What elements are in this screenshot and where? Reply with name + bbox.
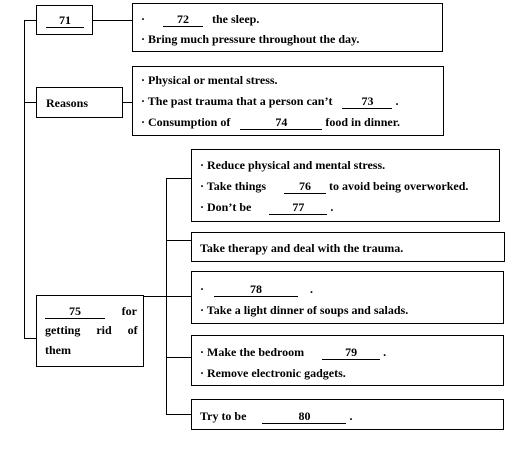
detail-line: · Bring much pressure throughout the day. xyxy=(141,32,360,46)
detail-line: · Reduce physical and mental stress. xyxy=(200,158,386,172)
blank-75: 75 xyxy=(45,305,105,319)
detail-line: · Consumption of 74 food in dinner. xyxy=(141,115,400,129)
right-branch-5 xyxy=(166,414,191,415)
detail-line: · 78 . xyxy=(200,282,314,296)
trunk-line xyxy=(24,20,25,339)
details-box-reasons xyxy=(132,66,444,136)
right-branch-3 xyxy=(166,296,191,297)
detail-line: · 72 the sleep. xyxy=(141,12,260,26)
right-branch-4 xyxy=(166,357,191,358)
blank-78: 78 xyxy=(214,283,298,297)
solution-box-1 xyxy=(191,149,500,222)
branch-line-75 xyxy=(24,338,36,339)
detail-line: · Take things 76 to avoid being overworked. xyxy=(200,179,469,193)
blank-79: 79 xyxy=(322,346,380,360)
detail-line: · Remove electronic gadgets. xyxy=(200,366,346,380)
connector-75-trunk xyxy=(143,296,166,297)
reasons-label: Reasons xyxy=(46,96,89,110)
heading-box-reasons xyxy=(36,87,123,118)
right-branch-1 xyxy=(166,178,191,179)
details-box-71 xyxy=(132,3,443,52)
ways-label-for: for xyxy=(121,304,137,318)
blank-73: 73 xyxy=(342,95,392,109)
solution-box-4 xyxy=(191,335,504,386)
detail-line: · Make the bedroom 79 . xyxy=(200,345,387,359)
solution-box-5 xyxy=(191,399,504,430)
branch-line-reasons xyxy=(24,102,36,103)
blank-74: 74 xyxy=(240,116,322,130)
blank-71: 71 xyxy=(46,14,84,28)
right-branch-2 xyxy=(166,240,191,241)
solution-box-2 xyxy=(191,232,505,262)
detail-line: · Take a light dinner of soups and salads. xyxy=(200,303,409,317)
blank-76: 76 xyxy=(284,180,326,194)
detail-line: · Physical or mental stress. xyxy=(141,73,278,87)
detail-line: · Don’t be 77 . xyxy=(200,200,334,214)
detail-line: Try to be 80 . xyxy=(200,409,353,423)
ways-label-line3: them xyxy=(45,343,71,357)
blank-80: 80 xyxy=(262,410,346,424)
blank-77: 77 xyxy=(269,201,327,215)
detail-line: · The past trauma that a person can’t 73 . xyxy=(141,94,399,108)
heading-box-75 xyxy=(36,295,144,367)
blank-72: 72 xyxy=(163,13,203,27)
connector-reasons-details xyxy=(122,102,132,103)
detail-line: Take therapy and deal with the trauma. xyxy=(200,241,404,255)
solution-box-3 xyxy=(191,271,504,324)
connector-71-details xyxy=(92,20,132,21)
heading-box-71 xyxy=(36,5,93,35)
ways-label-line2: getting rid of xyxy=(45,323,138,337)
branch-line-71 xyxy=(24,20,36,21)
